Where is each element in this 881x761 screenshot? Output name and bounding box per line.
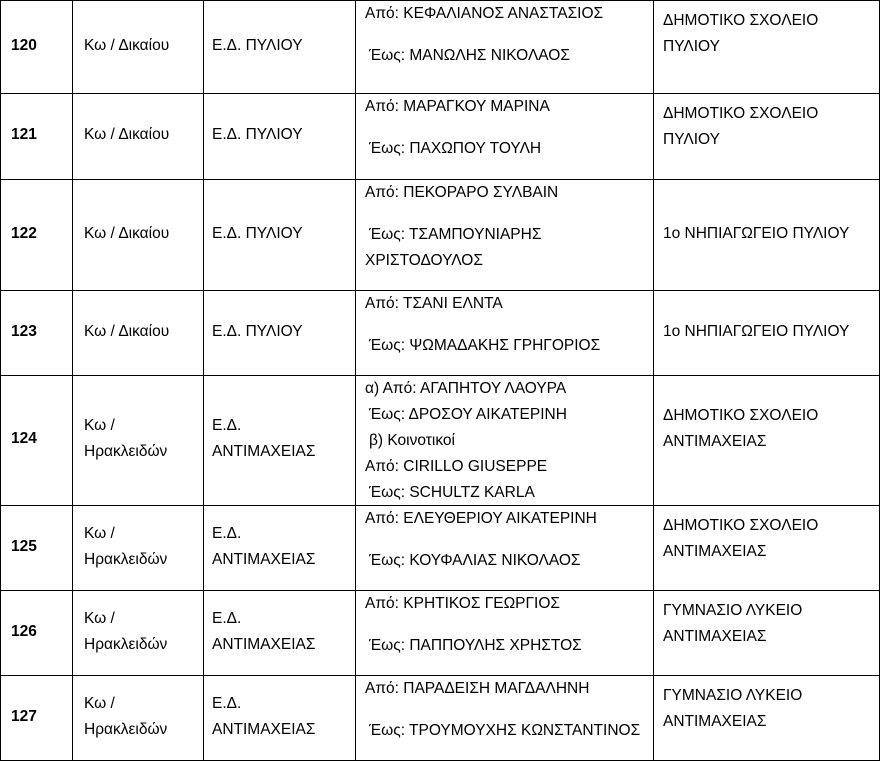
polling-place: ΑΝΤΙΜΑΧΕΙΑΣ (663, 543, 767, 560)
department-label: ΑΝΤΙΜΑΧΕΙΑΣ (212, 550, 316, 568)
column-divider (355, 0, 356, 761)
polling-place: 1ο ΝΗΠΙΑΓΩΓΕΙΟ ΠΥΛΙΟΥ (663, 224, 850, 242)
area-label: Κω / (84, 524, 115, 542)
department-label: Ε.Δ. (212, 524, 242, 542)
area-label: Κω / Δικαίου (84, 36, 170, 54)
voter-range-line: Από: ΠΕΚΟΡΑΡΟ ΣΥΛΒΑΙΝ (365, 184, 559, 201)
voter-range-line: ΧΡΙΣΤΟΔΟΥΛΟΣ (365, 252, 483, 269)
voter-range-line: Από: ΜΑΡΑΓΚΟΥ ΜΑΡΙΝΑ (365, 98, 550, 115)
row-number: 124 (11, 430, 37, 447)
area-label: Κω / Δικαίου (84, 224, 170, 242)
voter-range-line: Από: ΠΑΡΑΔΕΙΣΗ ΜΑΓΔΑΛΗΝΗ (365, 680, 590, 697)
polling-place: ΓΥΜΝΑΣΙΟ ΛΥΚΕΙΟ (663, 602, 803, 619)
department-label: Ε.Δ. ΠΥΛΙΟΥ (212, 322, 303, 340)
row-number: 123 (11, 322, 37, 340)
department-label: Ε.Δ. ΠΥΛΙΟΥ (212, 36, 303, 54)
polling-place: ΑΝΤΙΜΑΧΕΙΑΣ (663, 713, 767, 730)
polling-place: ΔΗΜΟΤΙΚΟ ΣΧΟΛΕΙΟ (663, 105, 819, 122)
column-divider (72, 0, 73, 761)
voter-range-line: Από: ΚΕΦΑΛΙΑΝΟΣ ΑΝΑΣΤΑΣΙΟΣ (365, 5, 604, 22)
polling-place: ΔΗΜΟΤΙΚΟ ΣΧΟΛΕΙΟ (663, 517, 819, 534)
area-label: Κω / (84, 695, 115, 712)
area-label: Κω / Δικαίου (84, 322, 170, 340)
voter-range-line: Έως: ΨΩΜΑΔΑΚΗΣ ΓΡΗΓΟΡΙΟΣ (369, 337, 601, 354)
department-label: Ε.Δ. ΠΥΛΙΟΥ (212, 224, 303, 242)
area-label: Ηρακλειδών (84, 635, 168, 653)
department-label: Ε.Δ. (212, 417, 242, 434)
area-label: Κω / Δικαίου (84, 126, 170, 143)
department-label: Ε.Δ. ΠΥΛΙΟΥ (212, 126, 303, 143)
department-label: Ε.Δ. (212, 695, 242, 712)
polling-place: ΔΗΜΟΤΙΚΟ ΣΧΟΛΕΙΟ (663, 407, 819, 424)
department-label: Ε.Δ. (212, 609, 242, 627)
area-label: Ηρακλειδών (84, 721, 168, 738)
department-label: ΑΝΤΙΜΑΧΕΙΑΣ (212, 635, 316, 653)
polling-place: ΑΝΤΙΜΑΧΕΙΑΣ (663, 628, 767, 645)
polling-place: ΠΥΛΙΟΥ (663, 38, 720, 55)
area-label: Κω / (84, 417, 115, 434)
polling-place: ΑΝΤΙΜΑΧΕΙΑΣ (663, 433, 767, 450)
row-number: 122 (11, 224, 37, 242)
column-divider (203, 0, 204, 761)
polling-place: ΔΗΜΟΤΙΚΟ ΣΧΟΛΕΙΟ (663, 12, 819, 29)
row-number: 121 (11, 126, 37, 143)
voter-range-line: Έως: ΤΡΟΥΜΟΥΧΗΣ ΚΩΝΣΤΑΝΤΙΝΟΣ (369, 722, 641, 739)
voter-range-line: Έως: ΚΟΥΦΑΛΙΑΣ ΝΙΚΟΛΑΟΣ (369, 552, 581, 569)
voter-range-line: Έως: ΠΑΧΩΠΟΥ ΤΟΥΛΗ (369, 140, 542, 157)
polling-place: ΠΥΛΙΟΥ (663, 131, 720, 148)
voter-range-line: Έως: ΤΣΑΜΠΟΥΝΙΑΡΗΣ (369, 226, 542, 243)
voter-range-line: Από: ΕΛΕΥΘΕΡΙΟΥ ΑΙΚΑΤΕΡΙΝΗ (365, 510, 597, 527)
area-label: Ηρακλειδών (84, 550, 168, 568)
row-number: 126 (11, 622, 37, 640)
voter-range-line: Από: CIRILLO GIUSEPPE (365, 458, 548, 475)
polling-place: 1ο ΝΗΠΙΑΓΩΓΕΙΟ ΠΥΛΙΟΥ (663, 322, 850, 340)
department-label: ΑΝΤΙΜΑΧΕΙΑΣ (212, 721, 316, 738)
area-label: Ηρακλειδών (84, 443, 168, 460)
department-label: ΑΝΤΙΜΑΧΕΙΑΣ (212, 443, 316, 460)
polling-place: ΓΥΜΝΑΣΙΟ ΛΥΚΕΙΟ (663, 687, 803, 704)
row-number: 120 (11, 36, 37, 54)
voter-range-line: Έως: SCHULTZ KARLA (369, 484, 535, 501)
voter-range-line: Έως: ΠΑΠΠΟΥΛΗΣ ΧΡΗΣΤΟΣ (369, 637, 582, 654)
voter-range-line: β) Κοινοτικοί (369, 432, 455, 449)
voter-range-line: α) Από: ΑΓΑΠΗΤΟΥ ΛΑΟΥΡΑ (365, 380, 567, 397)
row-number: 127 (11, 708, 37, 725)
voter-range-line: Από: ΚΡΗΤΙΚΟΣ ΓΕΩΡΓΙΟΣ (365, 595, 560, 612)
column-divider (653, 0, 654, 761)
voter-range-line: Από: ΤΣΑΝΙ ΕΛΝΤΑ (365, 295, 503, 312)
area-label: Κω / (84, 609, 115, 627)
voter-range-line: Έως: ΜΑΝΩΛΗΣ ΝΙΚΟΛΑΟΣ (369, 47, 570, 64)
column-divider (0, 0, 1, 761)
voter-range-line: Έως: ΔΡΟΣΟΥ ΑΙΚΑΤΕΡΙΝΗ (369, 406, 567, 423)
row-number: 125 (11, 537, 37, 555)
column-divider (879, 0, 880, 761)
